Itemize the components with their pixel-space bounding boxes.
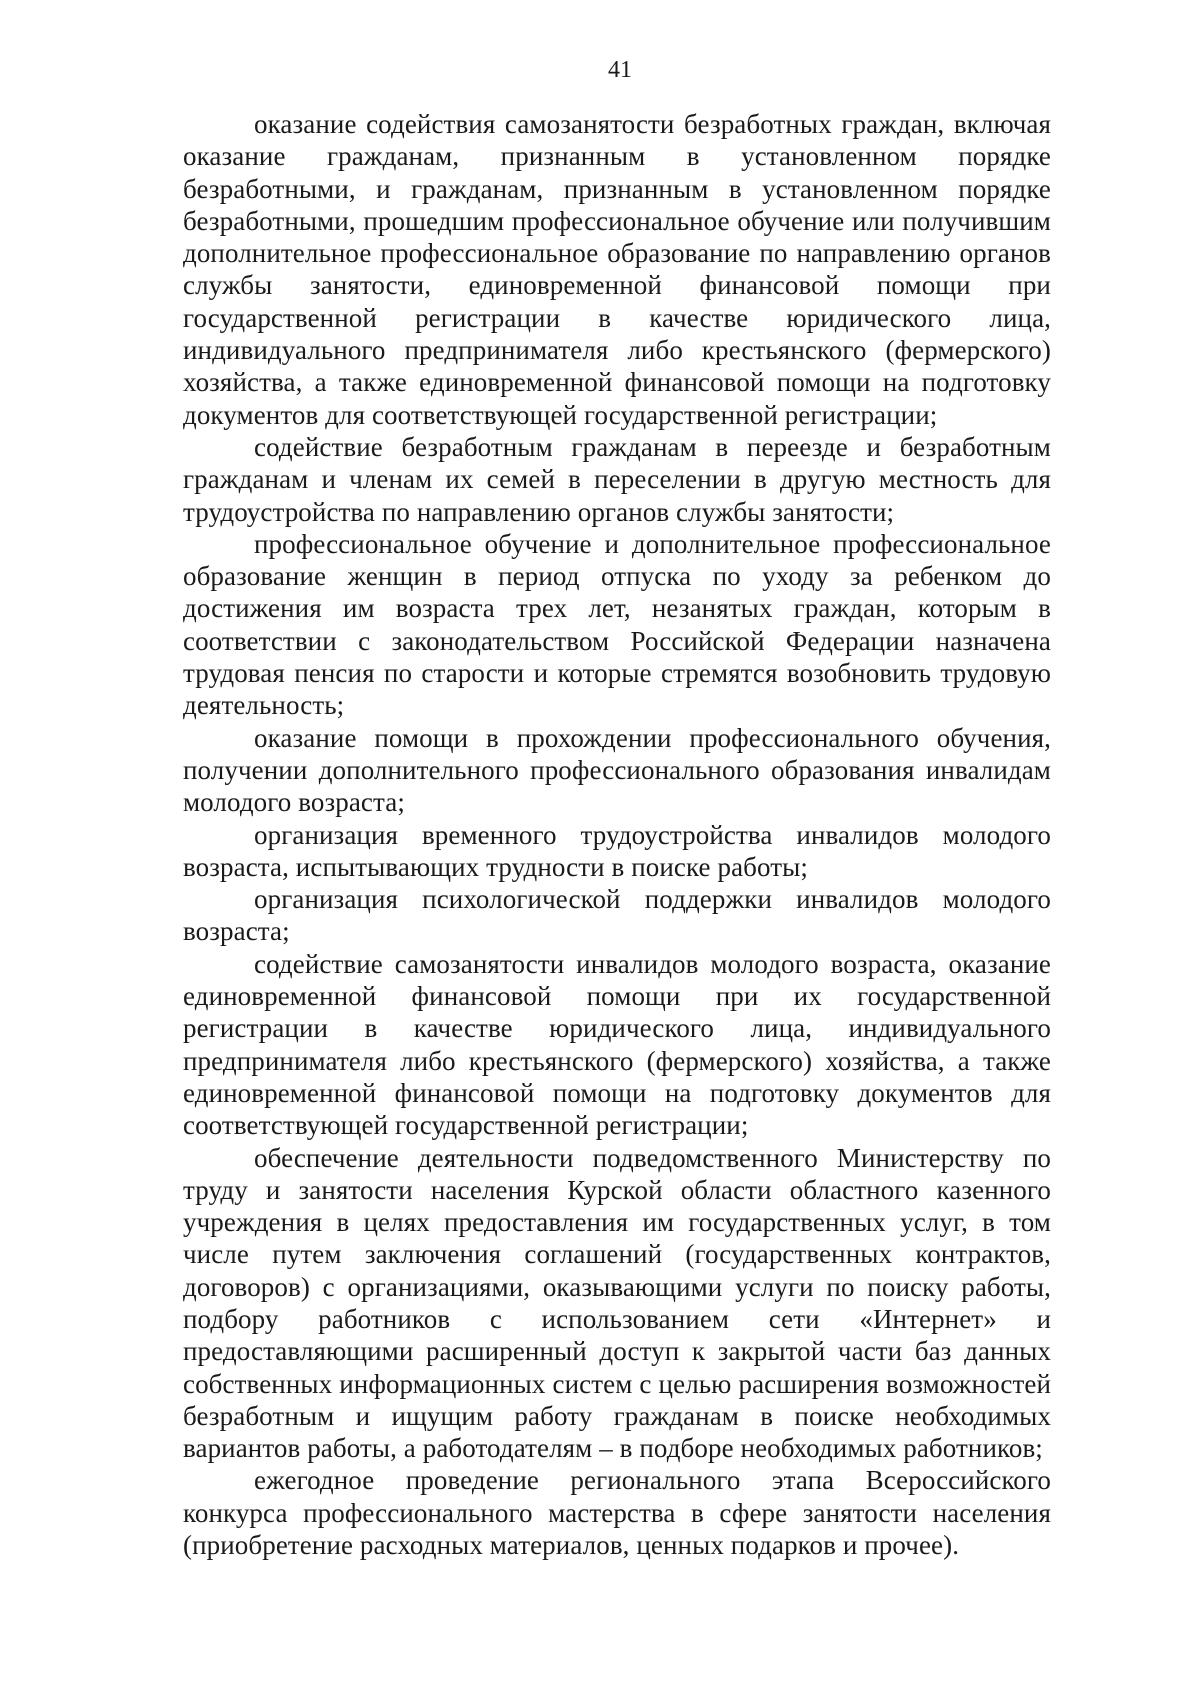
document-body: [183, 108, 1051, 1561]
page-number: 41: [608, 57, 632, 83]
paragraph: оказание помощи в прохождении профессионального обучения, получении дополнительного профессионального образования инвалидам молодого возраста;: [183, 722, 1051, 818]
paragraph: организация психологической поддержки инвалидов молодого возраста;: [183, 884, 1051, 947]
paragraph: содействие самозанятости инвалидов молодого возраста, оказание единовременной финансовой помощи при их государственной регистрации в качестве юридического лица, индивидуального предпринимателя либо крестьянского (фермерского) хозяйства, а также единовременной финансовой помощи на подготовку документов для соответствующей государственной регистрации;: [183, 948, 1051, 1141]
paragraph: ежегодное проведение регионального этапа Всероссийского конкурса профессионального мастерства в сфере занятости населения (приобретение расходных материалов, ценных подарков и прочее).: [183, 1465, 1051, 1561]
paragraph: организация временного трудоустройства инвалидов молодого возраста, испытывающих трудности в поиске работы;: [183, 819, 1051, 882]
paragraph: оказание содействия самозанятости безработных граждан, включая оказание гражданам, признанным в установленном порядке безработными, и гражданам, признанным в установленном порядке безработными, прошедшим профессиональное обучение или получившим дополнительное профессиональное образование по направлению органов службы занятости, единовременной финансовой помощи при государственной регистрации в качестве юридического лица, индивидуального предпринимателя либо крестьянского (фермерского) хозяйства, а также единовременной финансовой помощи на подготовку документов для соответствующей государственной регистрации;: [183, 109, 1051, 430]
paragraph: профессиональное обучение и дополнительное профессиональное образование женщин в период отпуска по уходу за ребенком до достижения им возраста трех лет, незанятых граждан, которым в соответствии с законодательством Российской Федерации назначена трудовая пенсия по старости и которые стремятся возобновить трудовую деятельность;: [183, 528, 1051, 721]
paragraph: обеспечение деятельности подведомственного Министерству по труду и занятости населения Курской области областного казенного учреждения в целях предоставления им государственных услуг, в том числе путем заключения соглашений (государственных контрактов, договоров) с организациями, оказывающими услуги по поиску работы, подбору работников с использованием сети «Интернет» и предоставляющими расширенный доступ к закрытой части баз данных собственных информационных систем с целью расширения возможностей безработным и ищущим работу гражданам в поиске необходимых вариантов работы, а работодателям – в подборе необходимых работников;: [183, 1142, 1051, 1464]
paragraph: содействие безработным гражданам в переезде и безработным гражданам и членам их семей в переселении в другую местность для трудоустройства по направлению органов службы занятости;: [183, 431, 1051, 527]
